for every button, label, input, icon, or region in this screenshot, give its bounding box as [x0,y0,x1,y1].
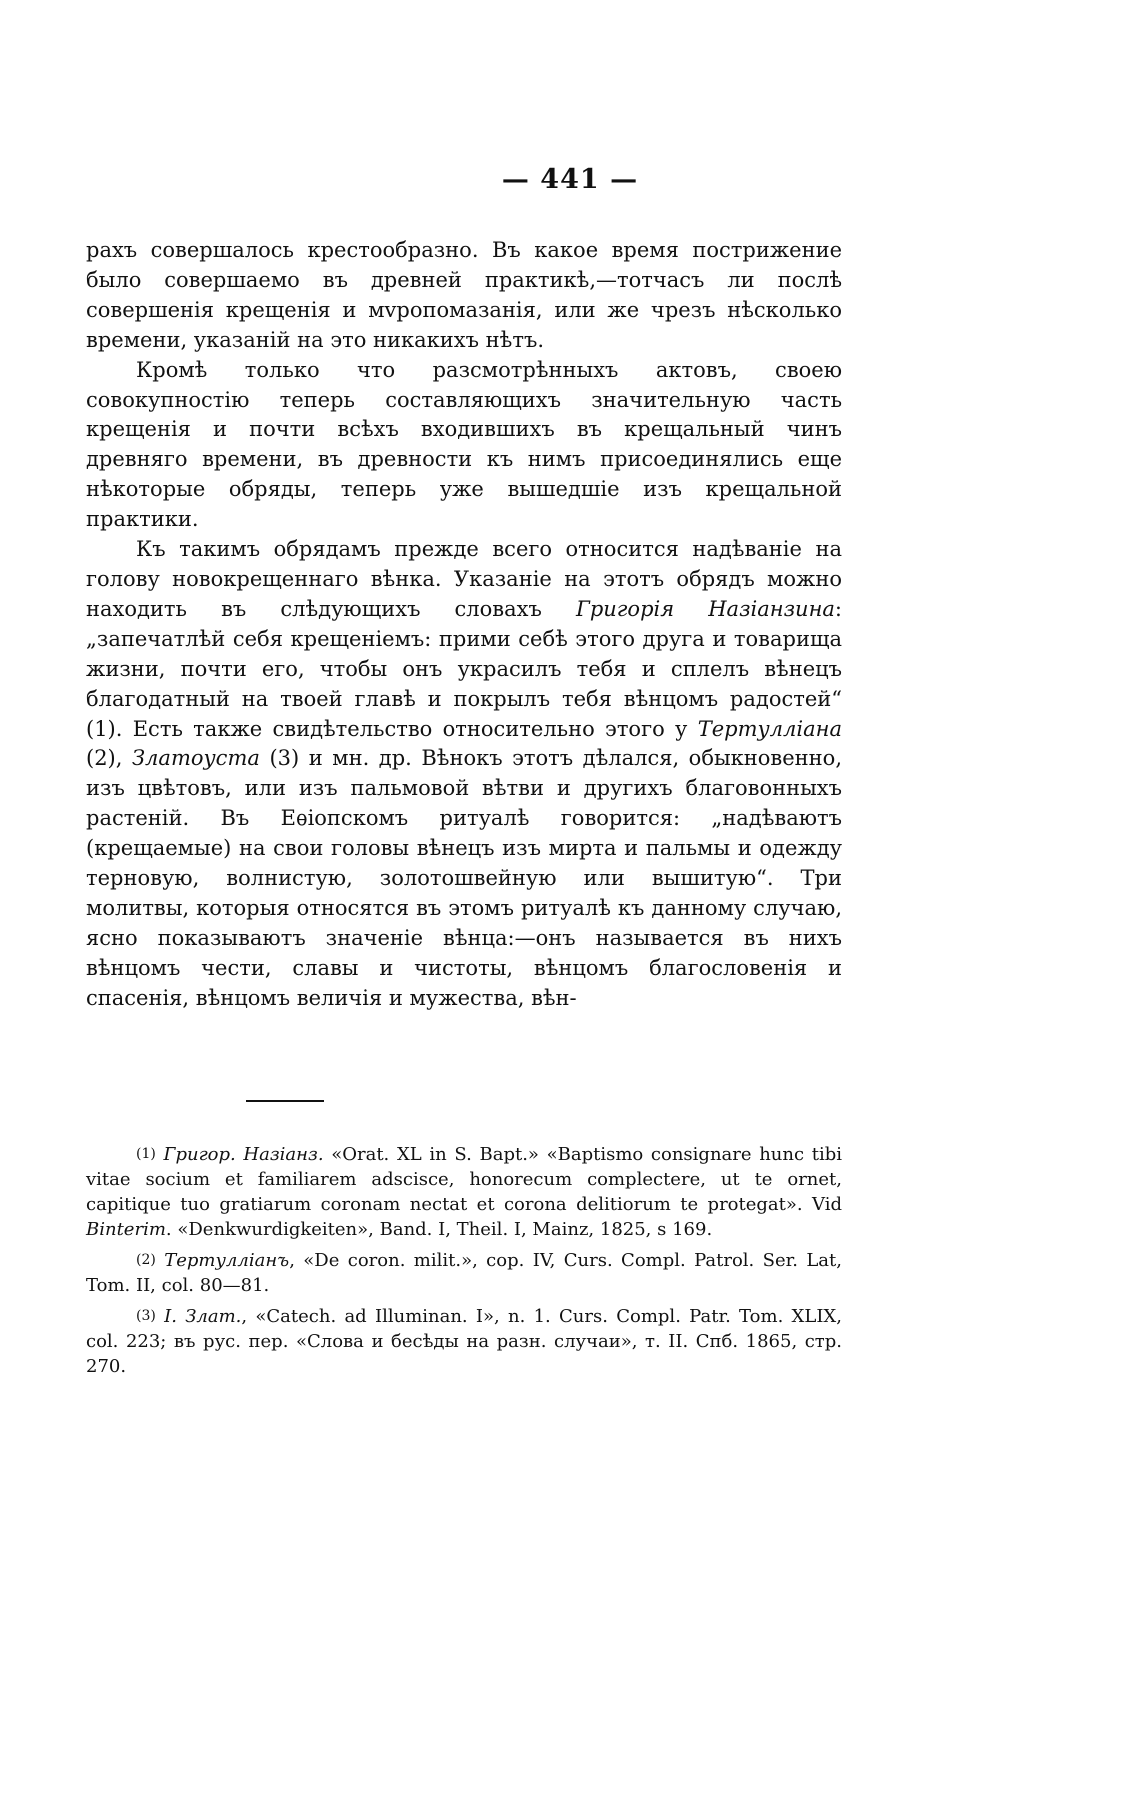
footnote-1-author: Григор. Назіанз. [163,1144,324,1165]
footnote-2 [86,1248,842,1298]
footnote-ref-1: (1) [86,716,116,741]
footnote-1-text-2: . «Denkwurdigkeiten», Band. I, Theil. I, Mainz, 1825, s 169. [165,1219,713,1240]
footnote-1-binterim: Binterim [86,1219,166,1240]
paragraph-3-text-5: и мн. др. Вѣнокъ этотъ дѣлался, обыкновенно, изъ цвѣтовъ, или изъ пальмовой вѣтви и другихъ благовонныхъ растеній. Въ Еѳіопскомъ ритуалѣ говорится: „надѣваютъ (крещаемые) на свои головы вѣнецъ изъ мирта и пальмы и одежду терновую, волнистую, золотошвейную или вышитую“. Три молитвы, которыя относятся въ этомъ ритуалѣ къ данному случаю, ясно показываютъ значеніе вѣнца:—онъ называется въ нихъ вѣнцомъ чести, славы и чистоты, вѣнцомъ благословенія и спасенія, вѣнцомъ величія и мужества, вѣн- [86,746,842,1010]
footnote-ref-3: (3) [269,746,300,771]
footnote-1-mark: (1) [136,1146,156,1162]
footnote-3-author: I. Злат. [164,1306,242,1327]
footnote-3 [86,1304,842,1379]
paragraph-1: рахъ совершалось крестообразно. Въ какое время пострижение было совершаемо въ древней практикѣ,—тотчасъ ли послѣ совершенія крещенія и мvропомазанія, или же чрезъ нѣсколько времени, указаній на это никакихъ нѣтъ. [86,238,842,352]
paragraph-2: Кромѣ только что разсмотрѣнныхъ актовъ, своею совокупностію теперь составляющихъ значительную часть крещенія и почти всѣхъ входившихъ въ крещальный чинъ древняго времени, въ древности къ нимъ присоединялись еще нѣкоторые обряды, теперь уже вышедшіе изъ крещальной практики. [86,357,842,532]
paragraph-3 [86,535,842,1014]
chrysostom-name: Златоуста [131,746,260,771]
paragraph-3-text-2: : „запечатлѣй себя крещеніемъ: прими себѣ этого друга и товарища жизни, почти его, чтобы онъ украсилъ тебя и сплелъ вѣнецъ благодатный на твоей главѣ и покрылъ тебя вѣнцомъ радостей“ [86,596,842,711]
footnote-1-text: «Orat. XL in S. Bapt.» «Baptismo consignare hunc tibi vitae socium et familiarem adscisce, honorecum complectere, ut te ornet, capitique tuo gratiarum coronam nectat et corona delitiorum te protegat». Vid [86,1144,842,1215]
tertullian-name: Тертулліана [697,716,842,741]
paragraph-3-text-1: Къ такимъ обрядамъ прежде всего относится надѣваніе на голову новокрещеннаго вѣнка. Указаніе на этотъ обрядъ можно находить въ слѣдующихъ словахъ [86,537,842,621]
footnote-2-author: Тертулліанъ [164,1250,290,1271]
footnotes [86,1142,842,1385]
paragraph-3-text-4: , [115,746,132,771]
main-text [86,236,842,1014]
footnote-2-text: , «De coron. milit.», cop. IV, Curs. Compl. Patrol. Ser. Lat, Tom. II, col. 80—81. [86,1250,842,1296]
footnote-ref-2: (2) [86,746,116,771]
footnote-divider [246,1100,324,1102]
footnote-3-mark: (3) [136,1308,156,1324]
footnote-1 [86,1142,842,1242]
paragraph-3-text-3: . Есть также свидѣтельство относительно этого у [115,716,698,741]
gregory-name: Григорія Назіанзина [575,596,835,621]
footnote-3-text: , «Catech. ad Illuminan. I», n. 1. Curs. Compl. Patr. Tom. XLIX, col. 223; въ рус. пер. «Слова и бесѣды на разн. случаи», т. II. Спб. 1865, стр. 270. [86,1306,842,1377]
footnote-2-mark: (2) [136,1252,156,1268]
page-number: — 441 — [501,164,639,195]
